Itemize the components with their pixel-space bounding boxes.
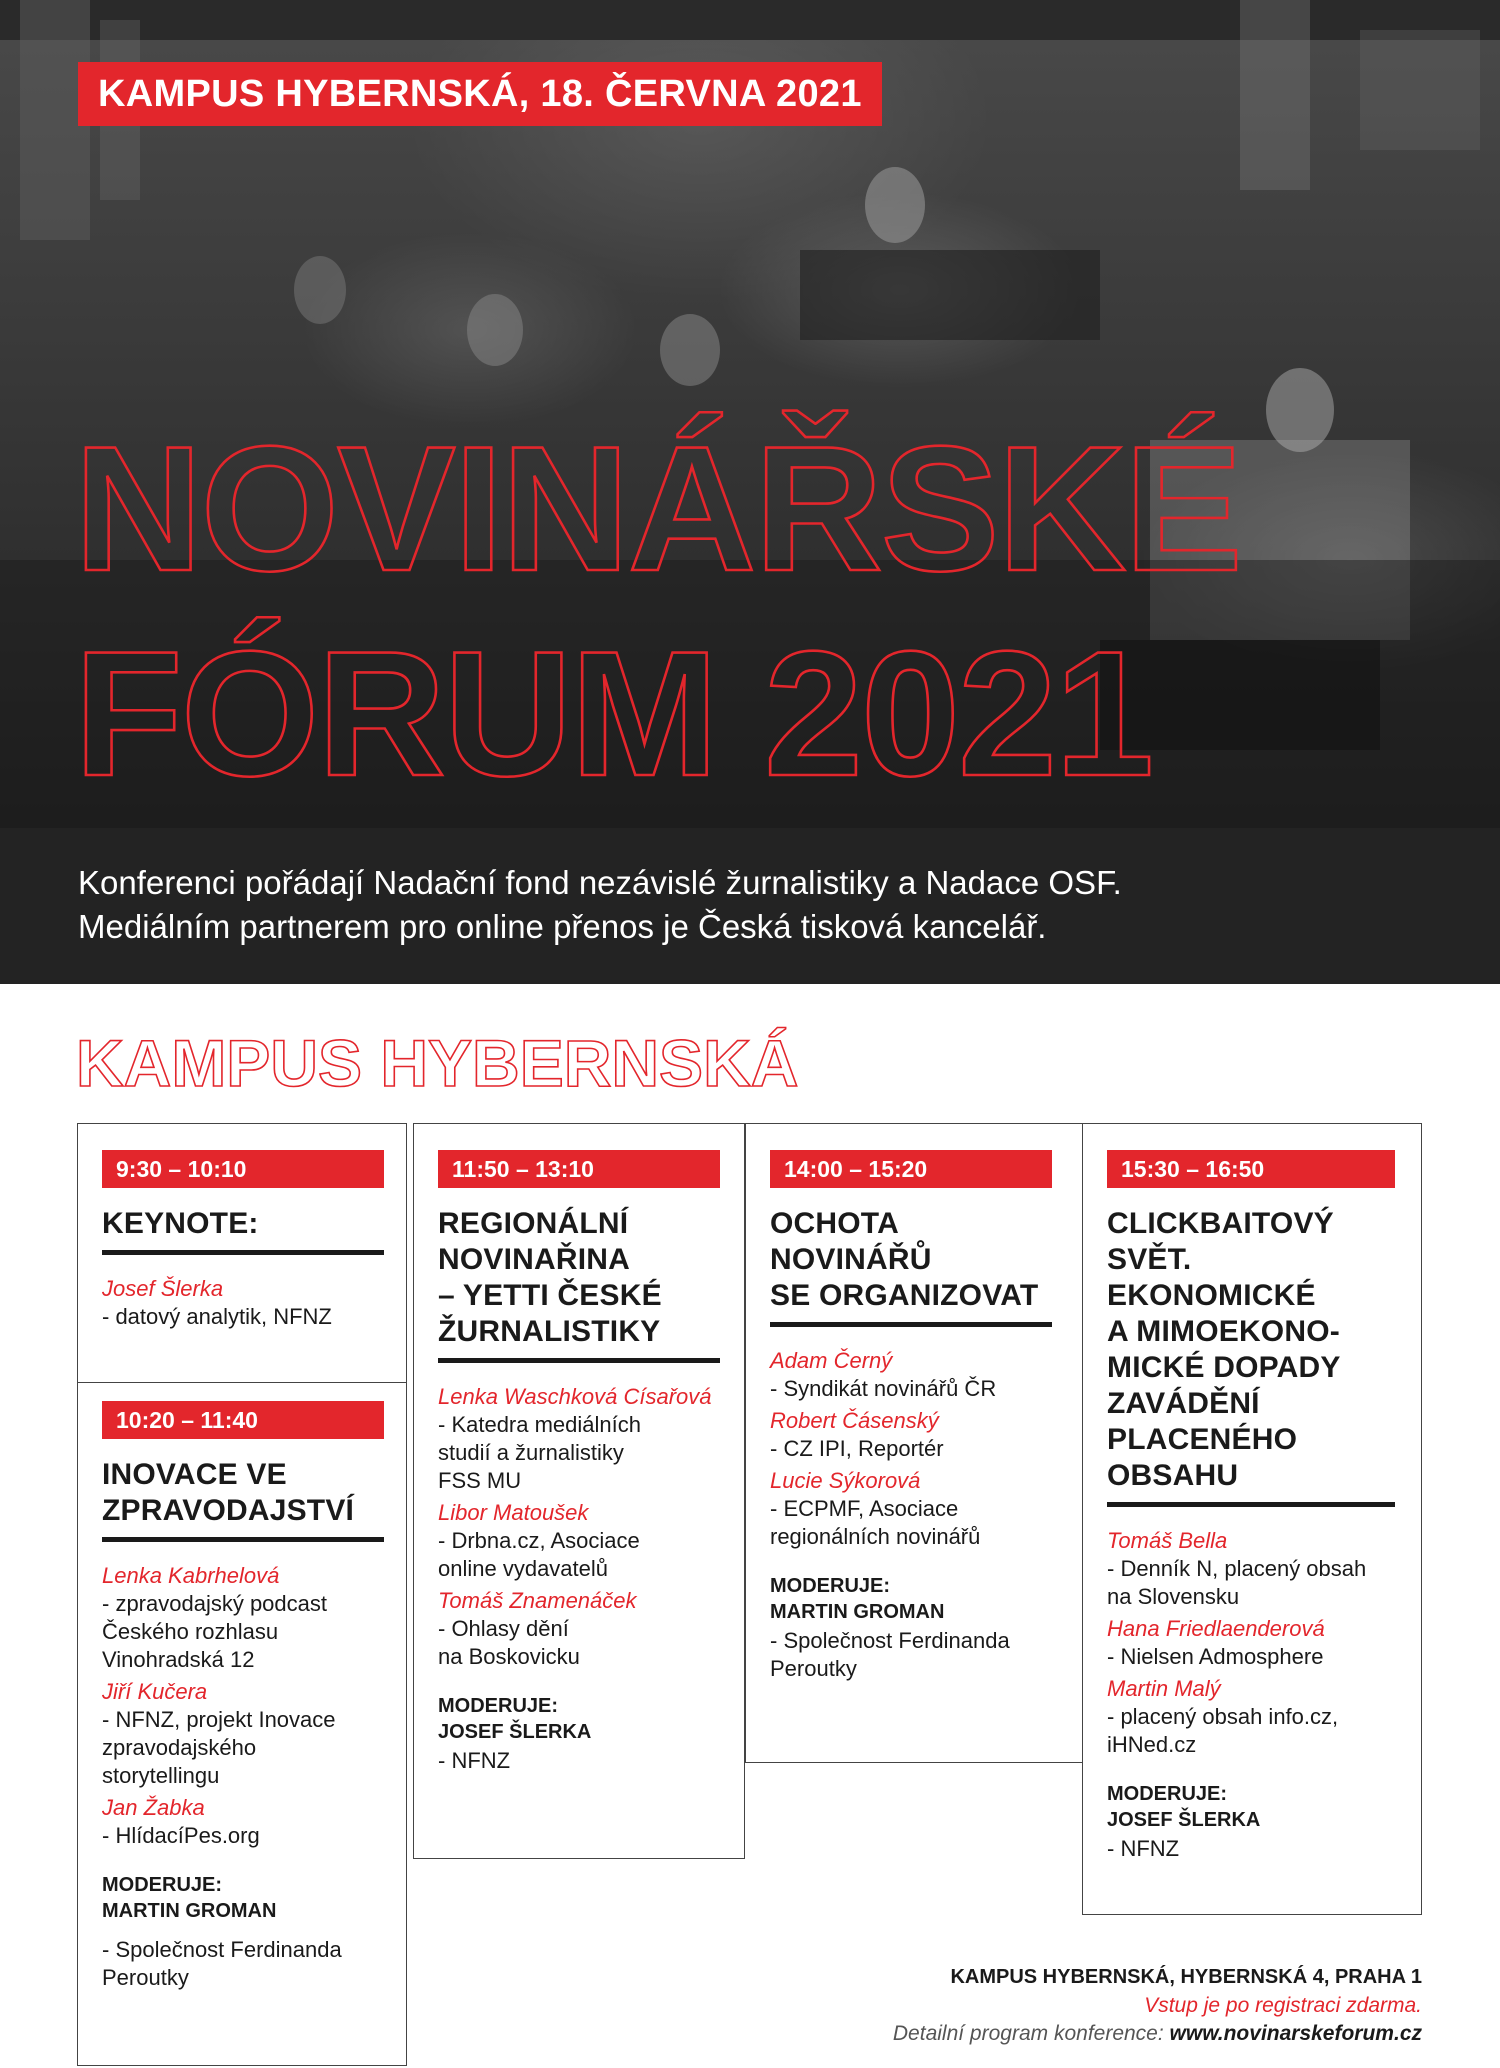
speaker-name: Libor Matoušek	[438, 1500, 589, 1525]
speaker-affiliation: - NFNZ, projekt Inovace zpravodajského storytellingu	[102, 1707, 336, 1788]
speaker-name: Tomáš Bella	[1107, 1528, 1228, 1553]
moderator-label: MODERUJE:	[1107, 1783, 1228, 1805]
moderator-name: MARTIN GROMAN	[102, 1900, 277, 1922]
venue-address: KAMPUS HYBERNSKÁ, HYBERNSKÁ 4, PRAHA 1	[950, 1966, 1422, 1988]
speaker-name: Lenka Kabrhelová	[102, 1563, 280, 1588]
program-panel-keynote	[77, 1123, 407, 1383]
moderator-affiliation: - NFNZ	[1107, 1836, 1180, 1861]
moderator-name: JOSEF ŠLERKA	[438, 1721, 592, 1743]
speaker-list	[438, 1383, 720, 1671]
time-slot: 11:50 – 13:10	[438, 1150, 720, 1188]
event-date-badge: KAMPUS HYBERNSKÁ, 18. ČERVNA 2021	[78, 62, 882, 126]
venue-heading-text: KAMPUS HYBERNSKÁ	[76, 1026, 799, 1100]
session-title: REGIONÁLNÍ NOVINAŘINA – YETTI ČESKÉ ŽURNALISTIKY	[438, 1206, 720, 1363]
session-title: OCHOTA NOVINÁŘŮ SE ORGANIZOVAT	[770, 1206, 1052, 1327]
moderator-affiliation: - NFNZ	[438, 1748, 511, 1773]
moderator-label: MODERUJE:	[438, 1695, 559, 1717]
speaker-affiliation: - Denník N, placený obsah na Slovensku	[1107, 1556, 1367, 1609]
speaker-affiliation: - Katedra mediálních studií a žurnalistiky FSS MU	[438, 1412, 641, 1493]
speaker-list	[102, 1275, 384, 1331]
time-slot: 10:20 – 11:40	[102, 1401, 384, 1439]
speaker-name: Josef Šlerka	[102, 1276, 224, 1301]
event-title-line-1: NOVINÁŘSKÉ	[74, 409, 1241, 608]
speaker-list	[770, 1347, 1052, 1551]
program-panel-organizing	[745, 1123, 1083, 1763]
speaker-affiliation: - datový analytik, NFNZ	[102, 1304, 332, 1329]
moderator-name: JOSEF ŠLERKA	[1107, 1809, 1261, 1831]
session-title: INOVACE VE ZPRAVODAJSTVÍ	[102, 1457, 384, 1542]
speaker-name: Jan Žabka	[102, 1795, 205, 1820]
organizers-text: Konferenci pořádají Nadační fond nezávislé žurnalistiky a Nadace OSF.	[78, 864, 1122, 901]
speaker-affiliation: - zpravodajský podcast Českého rozhlasu Vinohradská 12	[102, 1591, 327, 1672]
speaker-affiliation: - Syndikát novinářů ČR	[770, 1376, 997, 1401]
event-title-line-2: FÓRUM 2021	[74, 614, 1152, 813]
moderator-name: MARTIN GROMAN	[770, 1601, 945, 1623]
speaker-affiliation: - placený obsah info.cz, iHNed.cz	[1107, 1704, 1339, 1757]
hero-photo-section	[0, 0, 1500, 828]
speaker-affiliation: - Nielsen Admosphere	[1107, 1644, 1324, 1669]
program-link-line	[893, 2022, 1422, 2046]
speaker-name: Hana Friedlaenderová	[1107, 1616, 1325, 1641]
speaker-name: Adam Černý	[770, 1348, 893, 1373]
registration-note: Vstup je po registraci zdarma.	[1144, 1994, 1422, 2017]
program-panel-regional	[413, 1123, 745, 1859]
media-partner-text: Mediálním partnerem pro online přenos je Česká tisková kancelář.	[78, 908, 1047, 945]
speaker-affiliation: - HlídacíPes.org	[102, 1823, 260, 1848]
website-link[interactable]: www.novinarskeforum.cz	[1169, 2022, 1422, 2045]
speaker-affiliation: - Drbna.cz, Asociace online vydavatelů	[438, 1528, 640, 1581]
speaker-name: Lenka Waschková Císařová	[438, 1384, 712, 1409]
moderator-affiliation: - Společnost Ferdinanda Peroutky	[770, 1628, 1010, 1681]
event-title	[74, 400, 1274, 820]
time-slot: 15:30 – 16:50	[1107, 1150, 1395, 1188]
session-title: KEYNOTE:	[102, 1206, 384, 1255]
moderator-label: MODERUJE:	[102, 1874, 223, 1896]
time-slot: 14:00 – 15:20	[770, 1150, 1052, 1188]
speaker-name: Jiří Kučera	[102, 1679, 208, 1704]
organizers-banner	[0, 828, 1500, 984]
speaker-name: Robert Čásenský	[770, 1408, 939, 1433]
venue-heading	[74, 1020, 834, 1100]
speaker-name: Martin Malý	[1107, 1676, 1221, 1701]
program-panel-innovation	[77, 1382, 407, 2066]
speaker-affiliation: - ECPMF, Asociace regionálních novinářů	[770, 1496, 981, 1549]
speaker-name: Lucie Sýkorová	[770, 1468, 921, 1493]
speaker-affiliation: - CZ IPI, Reportér	[770, 1436, 944, 1461]
moderator-label: MODERUJE:	[770, 1575, 891, 1597]
speaker-list	[1107, 1527, 1395, 1759]
program-panel-clickbait	[1082, 1123, 1422, 1915]
session-title: CLICKBAITOVÝ SVĚT. EKONOMICKÉ A MIMOEKONO- MICKÉ DOPADY ZAVÁDĚNÍ PLACENÉHO OBSAHU	[1107, 1206, 1395, 1507]
speaker-name: Tomáš Znamenáček	[438, 1588, 637, 1613]
moderator-affiliation: - Společnost Ferdinanda Peroutky	[102, 1937, 342, 1990]
program-link-label: Detailní program konference:	[892, 2022, 1164, 2045]
speaker-list	[102, 1562, 384, 1850]
time-slot: 9:30 – 10:10	[102, 1150, 384, 1188]
speaker-affiliation: - Ohlasy dění na Boskovicku	[438, 1616, 580, 1669]
